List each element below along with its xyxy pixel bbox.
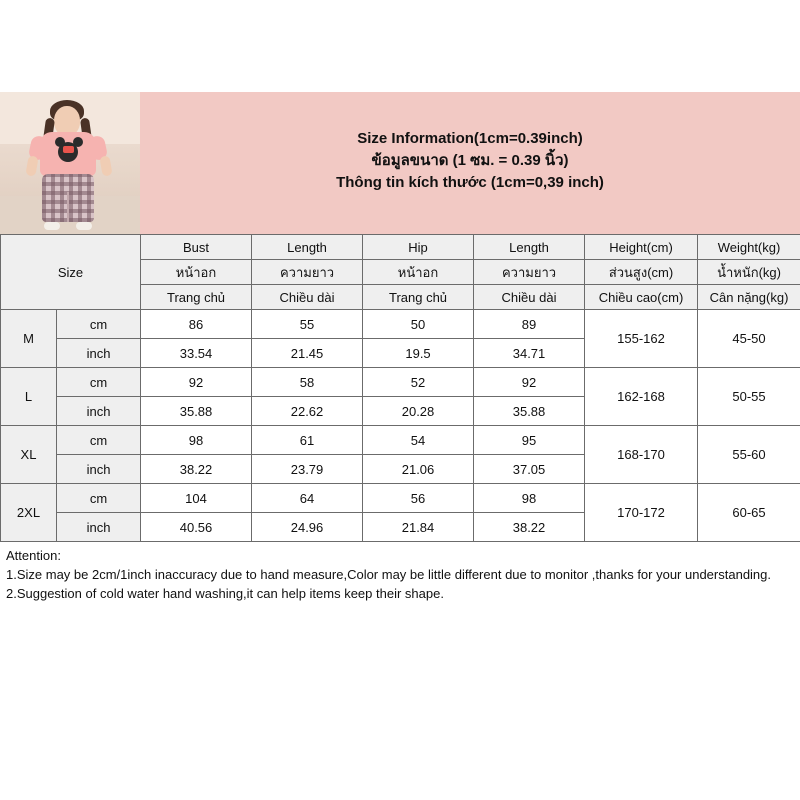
table-row [1,426,800,455]
cell-height: 155-162 [585,310,698,368]
cell-length2-cm: 98 [474,484,585,513]
header-weight-th: น้ำหนัก(kg) [698,260,800,285]
cell-hip-cm: 56 [363,484,474,513]
cell-length1-cm: 58 [252,368,363,397]
cell-length1-cm: 64 [252,484,363,513]
row-unit-inch: inch [57,339,141,368]
title-line-en: Size Information(1cm=0.39inch) [357,130,583,147]
table-row [1,368,800,397]
header-length2-vi: Chiều dài [474,285,585,310]
attention-heading: Attention: [6,548,61,563]
header-bust-vi: Trang chủ [141,285,252,310]
cell-height: 162-168 [585,368,698,426]
header-length1-vi: Chiều dài [252,285,363,310]
cell-length1-inch: 21.45 [252,339,363,368]
cell-bust-cm: 92 [141,368,252,397]
cell-length2-cm: 95 [474,426,585,455]
header-length1-th: ความยาว [252,260,363,285]
cell-weight: 45-50 [698,310,800,368]
row-unit-inch: inch [57,455,141,484]
row-unit-cm: cm [57,368,141,397]
cell-weight: 55-60 [698,426,800,484]
cell-hip-inch: 21.06 [363,455,474,484]
cell-length2-inch: 34.71 [474,339,585,368]
header-height-vi: Chiều cao(cm) [585,285,698,310]
cell-height: 168-170 [585,426,698,484]
cell-bust-inch: 38.22 [141,455,252,484]
cell-length1-inch: 24.96 [252,513,363,542]
row-size-label: L [1,368,57,426]
cell-length2-cm: 92 [474,368,585,397]
cell-height: 170-172 [585,484,698,542]
cell-length1-inch: 22.62 [252,397,363,426]
cell-weight: 60-65 [698,484,800,542]
attention-line-1: 1.Size may be 2cm/1inch inaccuracy due to hand measure,Color may be little different due to monitor ,thanks for your understanding. [6,567,772,582]
table-header-row-en [1,235,800,260]
product-photo [0,92,140,234]
row-unit-inch: inch [57,397,141,426]
row-size-label: M [1,310,57,368]
title-line-vi: Thông tin kích thước (1cm=0,39 inch) [336,174,604,191]
cell-bust-cm: 104 [141,484,252,513]
header-hip-en: Hip [363,235,474,260]
row-size-label: 2XL [1,484,57,542]
header-length2-en: Length [474,235,585,260]
title-line-th: ข้อมูลขนาด (1 ซม. = 0.39 นิ้ว) [371,152,569,169]
cell-bust-inch: 40.56 [141,513,252,542]
cell-length1-cm: 55 [252,310,363,339]
header-height-th: ส่วนสูง(cm) [585,260,698,285]
attention-block [0,542,800,611]
header-weight-vi: Cân nặng(kg) [698,285,800,310]
header-hip-vi: Trang chủ [363,285,474,310]
cell-bust-cm: 86 [141,310,252,339]
title-block [140,92,800,234]
header-bust-en: Bust [141,235,252,260]
cell-hip-cm: 50 [363,310,474,339]
header-size-word: Size [1,235,141,310]
header-length2-th: ความยาว [474,260,585,285]
table-row [1,310,800,339]
cell-hip-cm: 54 [363,426,474,455]
cell-length1-cm: 61 [252,426,363,455]
size-chart-sheet [0,92,800,611]
cell-hip-inch: 21.84 [363,513,474,542]
cell-hip-inch: 19.5 [363,339,474,368]
header-hip-th: หน้าอก [363,260,474,285]
row-unit-cm: cm [57,426,141,455]
cell-length2-inch: 35.88 [474,397,585,426]
cell-bust-inch: 35.88 [141,397,252,426]
cell-length2-inch: 38.22 [474,513,585,542]
size-table [0,234,800,542]
table-row [1,484,800,513]
cell-length2-cm: 89 [474,310,585,339]
cell-hip-inch: 20.28 [363,397,474,426]
row-unit-cm: cm [57,310,141,339]
header-length1-en: Length [252,235,363,260]
cell-weight: 50-55 [698,368,800,426]
header-band [0,92,800,234]
header-weight-en: Weight(kg) [698,235,800,260]
cell-bust-cm: 98 [141,426,252,455]
row-unit-cm: cm [57,484,141,513]
row-size-label: XL [1,426,57,484]
cell-hip-cm: 52 [363,368,474,397]
attention-line-2: 2.Suggestion of cold water hand washing,it can help items keep their shape. [6,586,444,601]
header-bust-th: หน้าอก [141,260,252,285]
cell-length1-inch: 23.79 [252,455,363,484]
header-height-en: Height(cm) [585,235,698,260]
cell-bust-inch: 33.54 [141,339,252,368]
cell-length2-inch: 37.05 [474,455,585,484]
row-unit-inch: inch [57,513,141,542]
